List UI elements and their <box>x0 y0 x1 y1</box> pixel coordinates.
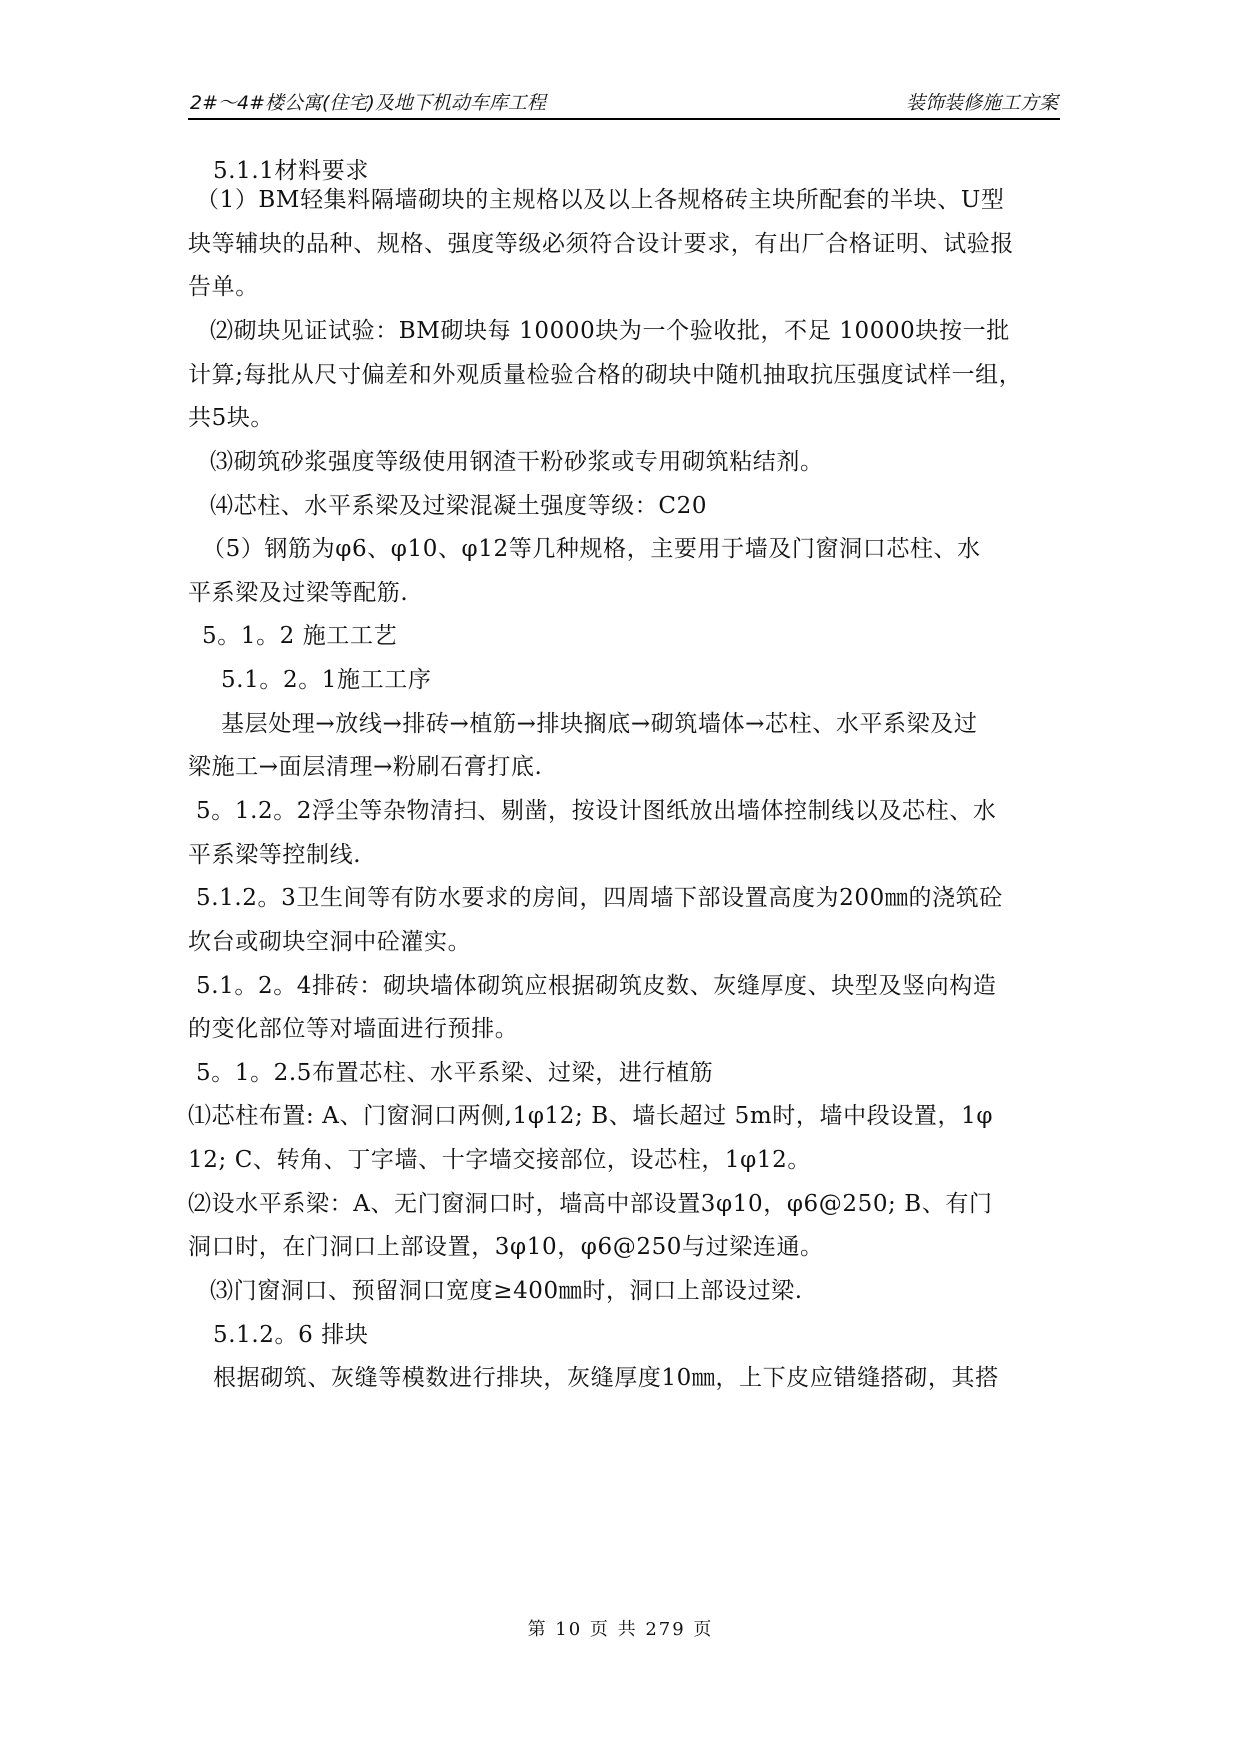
page-number: 第 10 页 共 279 页 <box>527 1619 714 1640</box>
body-line: 12; C、转角、丁字墙、十字墙交接部位，设芯柱，1φ12。 <box>188 1147 811 1173</box>
body-line: 计算;每批从尺寸偏差和外观质量检验合格的砌块中随机抽取抗压强度试样一组， <box>188 362 1023 388</box>
body-line: 5。1。2 施工工艺 <box>202 623 398 649</box>
body-line: 5.1.2。6 排块 <box>213 1322 369 1348</box>
body-line: 的变化部位等对墙面进行预排。 <box>188 1016 519 1042</box>
body-line: 共5块。 <box>188 405 275 431</box>
body-line: 洞口时，在门洞口上部设置，3φ10，φ6@250与过梁连通。 <box>188 1234 824 1260</box>
body-line: ⑷芯柱、水平系梁及过梁混凝土强度等级：C20 <box>210 493 708 519</box>
body-line: 梁施工→面层清理→粉刷石膏打底. <box>188 754 543 780</box>
body-line: 基层处理→放线→排砖→植筋→排块搁底→砌筑墙体→芯柱、水平系梁及过 <box>221 711 978 737</box>
body-line: 告单。 <box>188 274 259 300</box>
body-line: 5.1。2。1施工工序 <box>221 667 432 693</box>
body-line: 平系梁及过梁等配筋. <box>188 580 409 606</box>
page-header <box>188 82 1060 120</box>
body-line: 坎台或砌块空洞中砼灌实。 <box>188 929 472 955</box>
body-line: 5。1.2。2浮尘等杂物清扫、剔凿，按设计图纸放出墙体控制线以及芯柱、水 <box>196 798 997 824</box>
header-document-title: 装饰装修施工方案 <box>905 92 1058 114</box>
body-line: 块等辅块的品种、规格、强度等级必须符合设计要求，有出厂合格证明、试验报 <box>188 231 1014 257</box>
body-line: ⑶门窗洞口、预留洞口宽度≥400㎜时，洞口上部设过梁. <box>210 1278 803 1304</box>
body-line: 根据砌筑、灰缝等模数进行排块，灰缝厚度10㎜，上下皮应错缝搭砌，其搭 <box>213 1365 999 1391</box>
body-line: 5.1.1材料要求 <box>213 158 369 184</box>
body-line: ⑴芯柱布置: A、门窗洞口两侧,1φ12; B、墙长超过 5m时，墙中段设置，1φ <box>188 1103 994 1129</box>
body-line: ⑶砌筑砂浆强度等级使用钢渣干粉砂浆或专用砌筑粘结剂。 <box>210 449 824 475</box>
body-line: 5。1。2.5布置芯柱、水平系梁、过梁，进行植筋 <box>196 1060 714 1086</box>
body-line: （5）钢筋为φ6、φ10、φ12等几种规格，主要用于墙及门窗洞口芯柱、水 <box>202 536 981 562</box>
body-line: 5.1.2。3卫生间等有防水要求的房间，四周墙下部设置高度为200㎜的浇筑砼 <box>196 885 1003 911</box>
body-line: 5.1。2。4排砖：砌块墙体砌筑应根据砌筑皮数、灰缝厚度、块型及竖向构造 <box>196 973 997 999</box>
body-line: ⑵砌块见证试验：BM砌块每 10000块为一个验收批，不足 10000块按一批 <box>210 318 1010 344</box>
body-line: （1）BM轻集料隔墙砌块的主规格以及以上各规格砖主块所配套的半块、U型 <box>196 187 1005 213</box>
body-line: 平系梁等控制线. <box>188 842 362 868</box>
body-line: ⑵设水平系梁：A、无门窗洞口时，墙高中部设置3φ10，φ6@250; B、有门 <box>188 1191 993 1217</box>
header-project-title: 2#～4#楼公寓(住宅)及地下机动车库工程 <box>190 92 546 114</box>
